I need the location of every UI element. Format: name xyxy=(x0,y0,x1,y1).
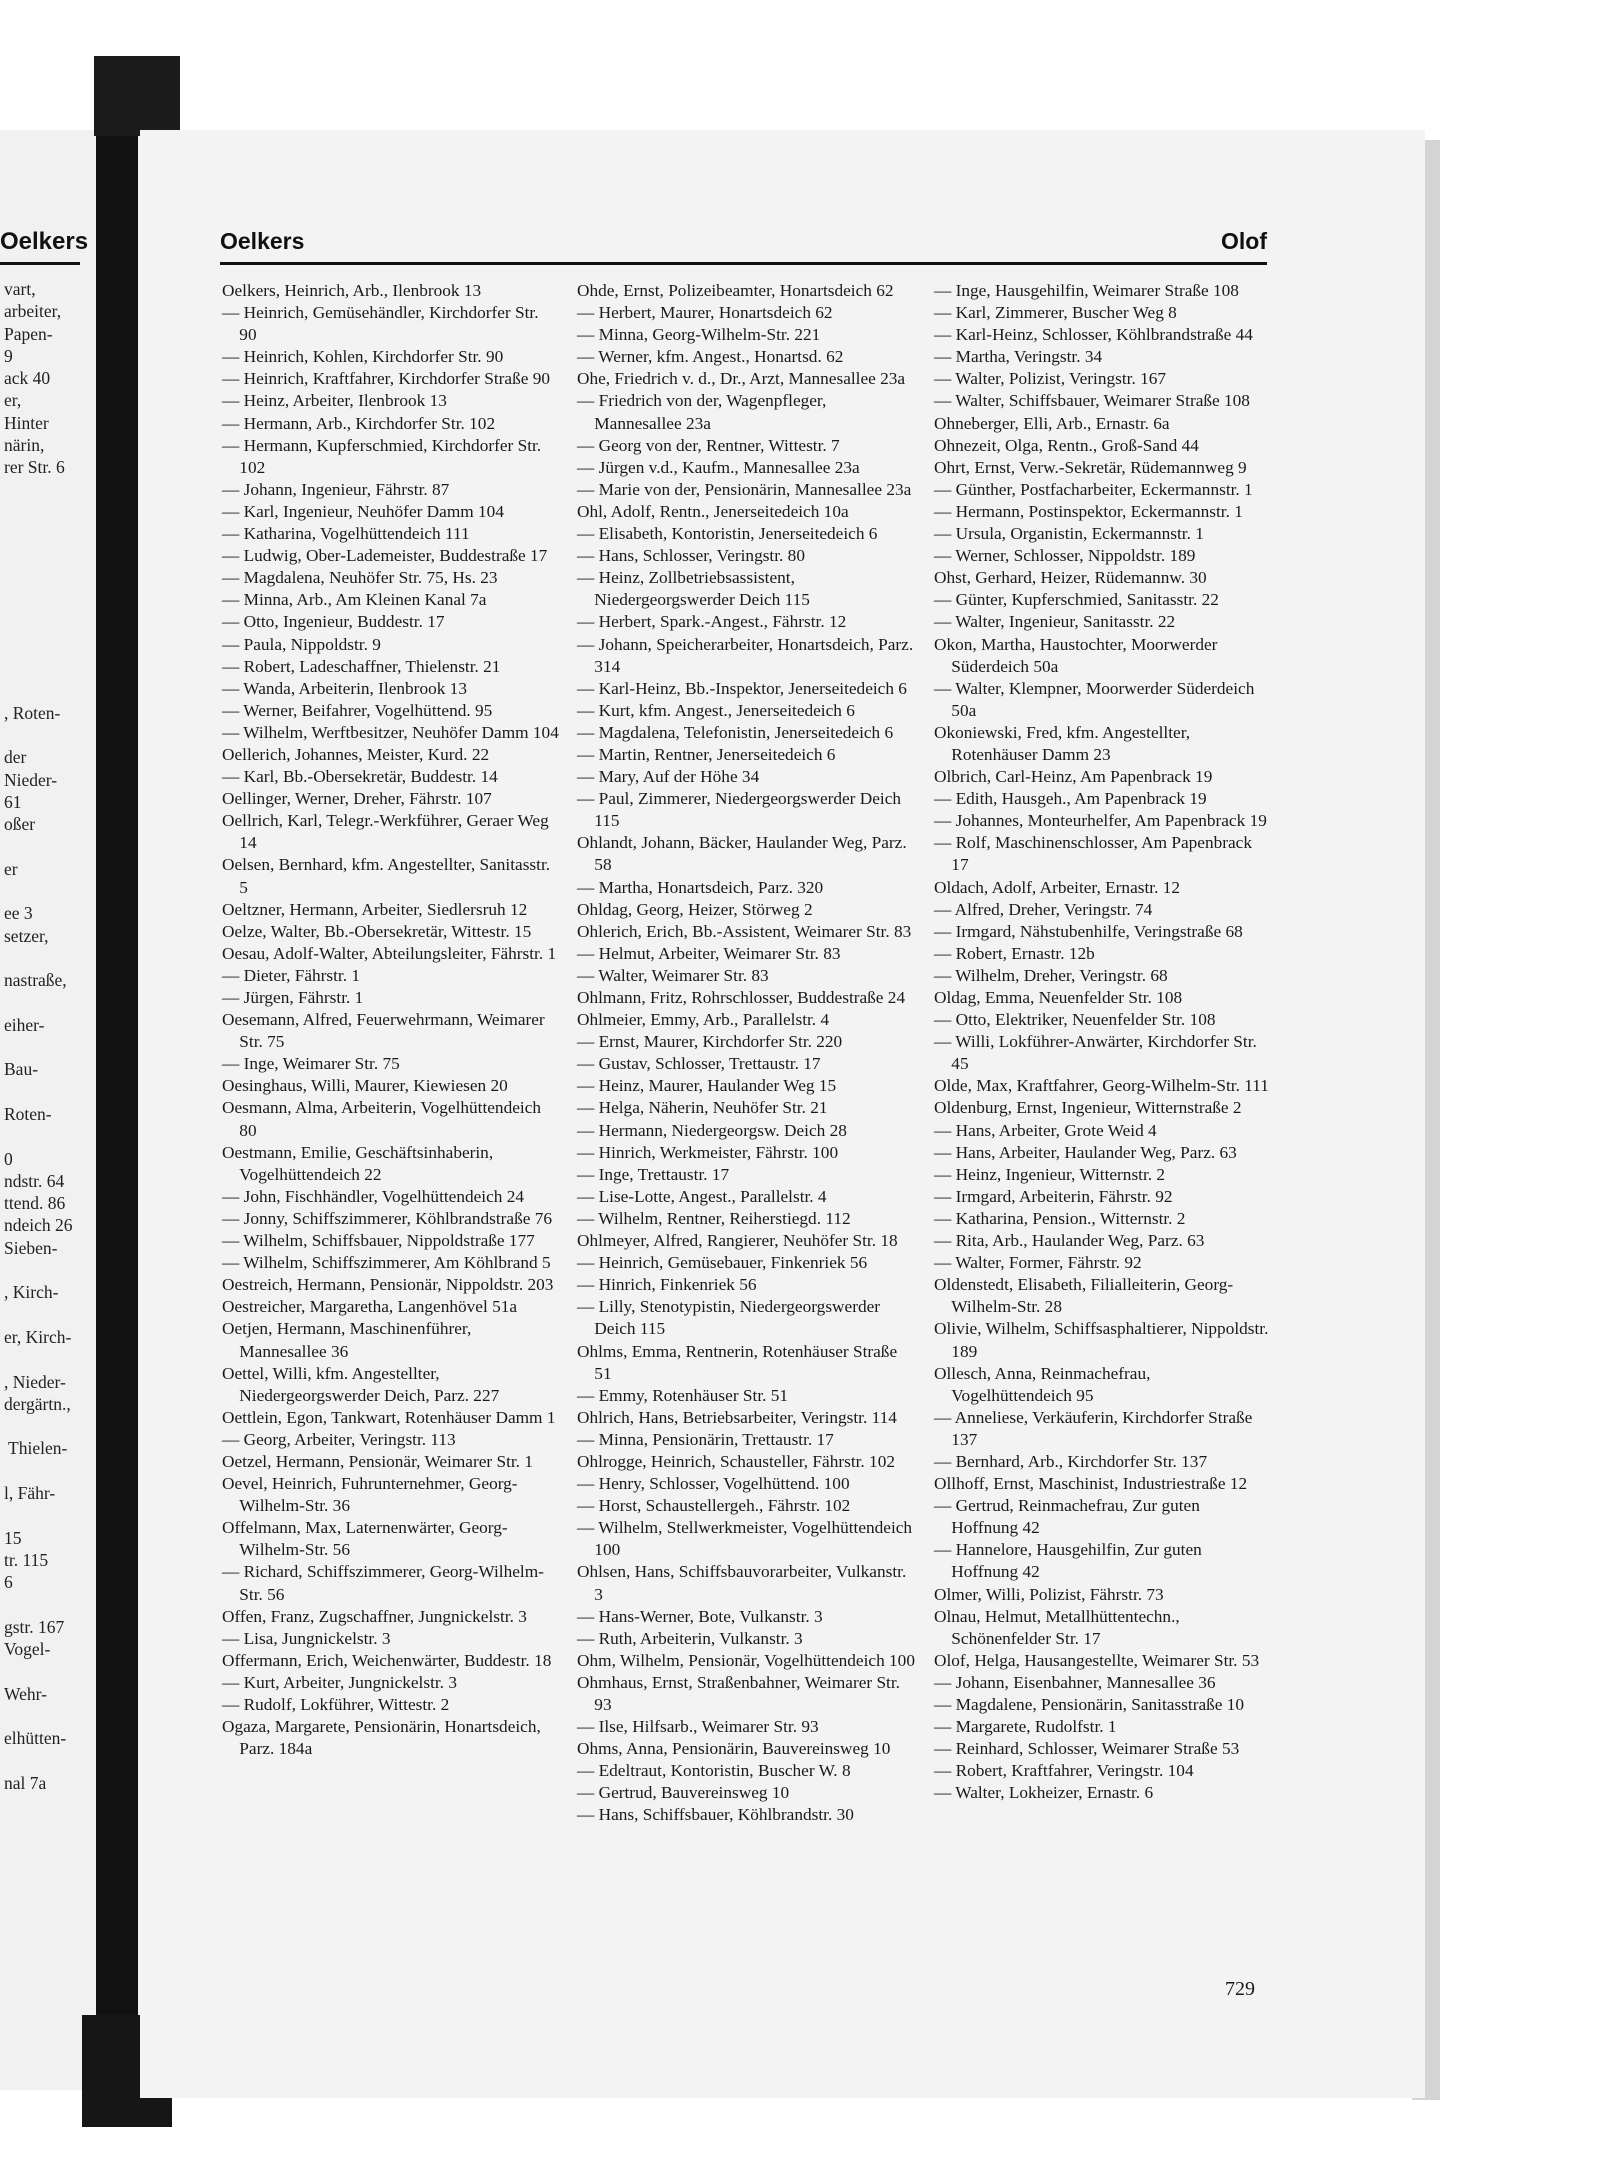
directory-entry: Ohde, Ernst, Polizeibeamter, Honartsdeich 62 xyxy=(577,281,894,300)
directory-entry: — Johann, Ingenieur, Fährstr. 87 xyxy=(222,479,450,499)
directory-entry: — Lilly, Stenotypistin, Niedergeorgswerder Deich 115 xyxy=(577,1297,881,1339)
directory-entry: Oelsen, Bernhard, kfm. Angestellter, Sanitasstr. 5 xyxy=(222,855,551,897)
left-page-line: Wehr- xyxy=(4,1683,47,1704)
directory-entry: Ohldag, Georg, Heizer, Störweg 2 xyxy=(577,899,813,919)
left-page-line xyxy=(4,590,73,612)
directory-entry: Oetzel, Hermann, Pensionär, Weimarer Str. 1 xyxy=(222,1451,533,1471)
directory-entry: — Robert, Ladeschaffner, Thielenstr. 21 xyxy=(222,656,501,676)
left-page-line: er, Kirch- xyxy=(4,1326,72,1347)
directory-entry: — Magdalene, Pensionärin, Sanitasstraße 10 xyxy=(934,1695,1245,1714)
directory-entry: — Wilhelm, Dreher, Veringstr. 68 xyxy=(934,965,1168,985)
directory-entry: Okoniewski, Fred, kfm. Angestellter, Rotenhäuser Damm 23 xyxy=(934,722,1191,764)
left-page-line: 15 xyxy=(4,1527,22,1548)
directory-entry: — Helga, Näherin, Neuhöfer Str. 21 xyxy=(577,1098,828,1118)
directory-entry: — Herbert, Spark.-Angest., Fährstr. 12 xyxy=(577,612,847,632)
left-page-line: Thielen- xyxy=(4,1438,68,1459)
directory-entry: Oestreicher, Margaretha, Langenhövel 51a xyxy=(222,1297,518,1317)
book-binding xyxy=(96,60,138,2120)
directory-entry: Oestreich, Hermann, Pensionär, Nippoldstr. 203 xyxy=(222,1275,554,1295)
left-page-line: dergärtn., xyxy=(4,1393,71,1414)
directory-entry: Oldach, Adolf, Arbeiter, Ernastr. 12 xyxy=(934,877,1180,897)
left-running-head: Oelkers xyxy=(0,228,89,255)
directory-entry: — Gertrud, Bauvereinsweg 10 xyxy=(577,1783,790,1803)
directory-entry: — Karl, Zimmerer, Buscher Weg 8 xyxy=(934,303,1177,323)
directory-entry: — Hinrich, Finkenriek 56 xyxy=(577,1275,757,1295)
left-page-line xyxy=(4,568,73,590)
directory-entry: — Henry, Schlosser, Vogelhüttend. 100 xyxy=(577,1474,850,1494)
directory-entry: — Otto, Elektriker, Neuenfelder Str. 108 xyxy=(934,1010,1216,1030)
directory-entry: — Heinrich, Kraftfahrer, Kirchdorfer Straße 90 xyxy=(222,369,550,389)
directory-entry: — Heinz, Arbeiter, Ilenbrook 13 xyxy=(222,391,447,411)
directory-entry: — Anneliese, Verkäuferin, Kirchdorfer Straße 137 xyxy=(934,1407,1253,1449)
directory-entry: — Elisabeth, Kontoristin, Jenerseitedeich 6 xyxy=(577,524,878,544)
directory-entry: — Lise-Lotte, Angest., Parallelstr. 4 xyxy=(577,1186,827,1206)
directory-entry: — Inge, Hausgehilfin, Weimarer Straße 108 xyxy=(934,281,1239,300)
directory-entry: — Martha, Veringstr. 34 xyxy=(934,347,1103,367)
directory-entry: — Lisa, Jungnickelstr. 3 xyxy=(222,1628,391,1648)
directory-entry: — Margarete, Rudolfstr. 1 xyxy=(934,1717,1117,1737)
directory-entry: — Walter, Lokheizer, Ernastr. 6 xyxy=(934,1783,1154,1803)
directory-entry: Oetjen, Hermann, Maschinenführer, Mannesallee 36 xyxy=(222,1319,472,1361)
directory-entry: — Herbert, Maurer, Honartsdeich 62 xyxy=(577,303,833,323)
left-page-line xyxy=(4,1660,73,1682)
left-page-line xyxy=(4,947,73,969)
left-page-line: Sieben- xyxy=(4,1237,58,1258)
page-header xyxy=(220,228,1267,266)
directory-entry: — Alfred, Dreher, Veringstr. 74 xyxy=(934,899,1153,919)
left-page-line: arbeiter, xyxy=(4,301,62,322)
left-page-line: , Nieder- xyxy=(4,1371,66,1392)
left-header-rule xyxy=(0,262,80,265)
directory-entry: — Willi, Lokführer-Anwärter, Kirchdorfer Str. 45 xyxy=(934,1032,1257,1074)
left-page-line xyxy=(4,1081,73,1103)
directory-entry: — Karl, Bb.-Obersekretär, Buddestr. 14 xyxy=(222,767,498,787)
directory-entry: Oevel, Heinrich, Fuhrunternehmer, Georg-Wilhelm-Str. 36 xyxy=(222,1474,518,1516)
left-page-line xyxy=(4,1594,73,1616)
left-page-line: Bau- xyxy=(4,1059,39,1080)
left-page-line xyxy=(4,835,73,857)
directory-entry: Ohlmeyer, Alfred, Rangierer, Neuhöfer Str. 18 xyxy=(577,1231,898,1251)
directory-entry: — Edith, Hausgeh., Am Papenbrack 19 xyxy=(934,789,1207,809)
directory-entry: — Wilhelm, Stellwerkmeister, Vogelhüttendeich 100 xyxy=(577,1518,913,1560)
directory-entry: — Ilse, Hilfsarb., Weimarer Str. 93 xyxy=(577,1717,819,1737)
directory-entry: — Jonny, Schiffszimmerer, Köhlbrandstraße 76 xyxy=(222,1208,552,1228)
directory-entry: — Kurt, Arbeiter, Jungnickelstr. 3 xyxy=(222,1672,457,1692)
directory-entry: — Walter, Ingenieur, Sanitasstr. 22 xyxy=(934,612,1176,632)
left-page-line: tr. 115 xyxy=(4,1549,49,1570)
directory-entry: — Wilhelm, Schiffsbauer, Nippoldstraße 177 xyxy=(222,1231,535,1251)
directory-entry: — Horst, Schaustellergeh., Fährstr. 102 xyxy=(577,1496,851,1516)
directory-entry: — Hannelore, Hausgehilfin, Zur guten Hoffnung 42 xyxy=(934,1540,1202,1582)
directory-entry: Oesinghaus, Willi, Maurer, Kiewiesen 20 xyxy=(222,1076,508,1096)
directory-entry: — Walter, Klempner, Moorwerder Süderdeich 50a xyxy=(934,678,1255,720)
left-page-line xyxy=(4,1036,73,1058)
directory-entry: — Katharina, Vogelhüttendeich 111 xyxy=(222,524,470,544)
directory-entry: Oellinger, Werner, Dreher, Fährstr. 107 xyxy=(222,789,492,809)
directory-entry: Ollesch, Anna, Reinmachefrau, Vogelhüttendeich 95 xyxy=(934,1363,1151,1405)
directory-entry: — Karl-Heinz, Schlosser, Köhlbrandstraße 44 xyxy=(934,325,1253,345)
directory-entry: Olde, Max, Kraftfahrer, Georg-Wilhelm-Str. 111 xyxy=(934,1076,1269,1096)
left-page-line: setzer, xyxy=(4,925,49,946)
directory-entry: Offen, Franz, Zugschaffner, Jungnickelstr. 3 xyxy=(222,1606,527,1626)
directory-entry: Ohlmeier, Emmy, Arb., Parallelstr. 4 xyxy=(577,1010,830,1030)
directory-entry: — Ursula, Organistin, Eckermannstr. 1 xyxy=(934,524,1204,544)
directory-entry: — Irmgard, Nähstubenhilfe, Veringstraße 68 xyxy=(934,921,1243,941)
left-page-line xyxy=(4,546,73,568)
left-page-text xyxy=(4,278,73,1794)
directory-entry: Ohlrich, Hans, Betriebsarbeiter, Veringstr. 114 xyxy=(577,1407,897,1427)
directory-entry: — Jürgen, Fährstr. 1 xyxy=(222,988,364,1007)
left-page-line xyxy=(4,1750,73,1772)
left-page-line xyxy=(4,679,73,701)
directory-entry: — Kurt, kfm. Angest., Jenerseitedeich 6 xyxy=(577,700,855,720)
left-page-line xyxy=(4,479,73,501)
left-page-line: , Roten- xyxy=(4,702,61,723)
directory-entry: Offelmann, Max, Laternenwärter, Georg-Wilhelm-Str. 56 xyxy=(222,1518,508,1560)
directory-entry: — Heinz, Maurer, Haulander Weg 15 xyxy=(577,1076,837,1096)
directory-entry: Ohst, Gerhard, Heizer, Rüdemannw. 30 xyxy=(934,568,1207,588)
directory-page xyxy=(140,130,1425,2098)
directory-entry: Olmer, Willi, Polizist, Fährstr. 73 xyxy=(934,1584,1164,1604)
directory-entry: — Walter, Schiffsbauer, Weimarer Straße 108 xyxy=(934,391,1250,411)
left-page-line: , Kirch- xyxy=(4,1282,59,1303)
directory-entry: — Bernhard, Arb., Kirchdorfer Str. 137 xyxy=(934,1451,1208,1471)
directory-entry: — Wilhelm, Rentner, Reiherstiegd. 112 xyxy=(577,1208,851,1228)
directory-entry: — Hans, Schiffsbauer, Köhlbrandstr. 30 xyxy=(577,1805,854,1825)
left-page-line: der xyxy=(4,747,27,768)
directory-entry: — Heinrich, Gemüsebauer, Finkenriek 56 xyxy=(577,1253,868,1273)
directory-entry: Ohneberger, Elli, Arb., Ernastr. 6a xyxy=(934,413,1170,433)
directory-entry: — Werner, Schlosser, Nippoldstr. 189 xyxy=(934,546,1196,566)
directory-entry: — Rudolf, Lokführer, Wittestr. 2 xyxy=(222,1695,450,1714)
directory-entry: — Walter, Polizist, Veringstr. 167 xyxy=(934,369,1167,389)
left-page-line: 0 xyxy=(4,1148,13,1169)
left-page-line: 9 xyxy=(4,345,13,366)
directory-entry: — Martha, Honartsdeich, Parz. 320 xyxy=(577,877,824,897)
directory-entry: — Heinrich, Kohlen, Kirchdorfer Str. 90 xyxy=(222,347,504,367)
directory-entry: Ohlms, Emma, Rentnerin, Rotenhäuser Straße 51 xyxy=(577,1341,898,1383)
left-page-line: 61 xyxy=(4,791,22,812)
directory-entry: — Hans, Arbeiter, Haulander Weg, Parz. 63 xyxy=(934,1142,1237,1162)
directory-entry: Ohms, Anna, Pensionärin, Bauvereinsweg 10 xyxy=(577,1739,891,1759)
left-page-line: l, Fähr- xyxy=(4,1483,56,1504)
directory-entry: Oellrich, Karl, Telegr.-Werkführer, Geraer Weg 14 xyxy=(222,811,549,853)
left-page-line xyxy=(4,635,73,657)
directory-entry: — Wilhelm, Schiffszimmerer, Am Köhlbrand 5 xyxy=(222,1253,551,1273)
left-page-line xyxy=(4,1348,73,1370)
directory-entry: — Wanda, Arbeiterin, Ilenbrook 13 xyxy=(222,678,467,698)
left-page-line: Papen- xyxy=(4,323,53,344)
directory-entry: — Hans-Werner, Bote, Vulkanstr. 3 xyxy=(577,1606,823,1626)
directory-entry: — Hermann, Postinspektor, Eckermannstr. 1 xyxy=(934,501,1243,521)
directory-entry: — Rita, Arb., Haulander Weg, Parz. 63 xyxy=(934,1231,1205,1251)
directory-entry: — Jürgen v.d., Kaufm., Mannesallee 23a xyxy=(577,457,860,477)
binding-shadow-top xyxy=(94,56,180,136)
directory-entry: — Emmy, Rotenhäuser Str. 51 xyxy=(577,1385,789,1405)
directory-entry: Ollhoff, Ernst, Maschinist, Industriestraße 12 xyxy=(934,1474,1248,1494)
left-page-line xyxy=(4,1460,73,1482)
left-page-line: ndeich 26 xyxy=(4,1215,73,1236)
directory-entry: — Mary, Auf der Höhe 34 xyxy=(577,767,760,787)
directory-entry: — Ludwig, Ober-Lademeister, Buddestraße 17 xyxy=(222,546,548,566)
left-page-line: eiher- xyxy=(4,1014,45,1035)
directory-entry: — Walter, Weimarer Str. 83 xyxy=(577,965,769,985)
page-number: 729 xyxy=(1225,1978,1255,2000)
directory-entry: — Gustav, Schlosser, Trettaustr. 17 xyxy=(577,1054,821,1074)
directory-entry: Olnau, Helmut, Metallhüttentechn., Schönenfelder Str. 17 xyxy=(934,1606,1180,1648)
directory-entry: Ohlmann, Fritz, Rohrschlosser, Buddestraße 24 xyxy=(577,988,906,1007)
directory-entry: Oldenstedt, Elisabeth, Filialleiterin, Georg-Wilhelm-Str. 28 xyxy=(934,1275,1234,1317)
directory-entry: Olbrich, Carl-Heinz, Am Papenbrack 19 xyxy=(934,767,1213,787)
left-page-line xyxy=(4,1705,73,1727)
directory-entry: — Heinz, Zollbetriebsassistent, Niedergeorgswerder Deich 115 xyxy=(577,568,810,610)
directory-entry: Oelkers, Heinrich, Arb., Ilenbrook 13 xyxy=(222,281,482,300)
left-page-line xyxy=(4,880,73,902)
directory-entry: — Karl, Ingenieur, Neuhöfer Damm 104 xyxy=(222,501,504,521)
left-page-line: er, xyxy=(4,390,22,411)
directory-entry: — Edeltraut, Kontoristin, Buscher W. 8 xyxy=(577,1761,851,1781)
directory-entry: Ohe, Friedrich v. d., Dr., Arzt, Mannesallee 23a xyxy=(577,369,906,389)
column-3 xyxy=(934,280,1270,1804)
directory-entry: — Katharina, Pension., Witternstr. 2 xyxy=(934,1208,1186,1228)
left-page-line: Roten- xyxy=(4,1103,52,1124)
directory-entry: — Dieter, Fährstr. 1 xyxy=(222,965,361,985)
left-page-line: 6 xyxy=(4,1572,13,1593)
left-page-line: ee 3 xyxy=(4,903,33,924)
directory-entry: — Hans, Arbeiter, Grote Weid 4 xyxy=(934,1120,1157,1140)
directory-entry: Okon, Martha, Haustochter, Moorwerder Süderdeich 50a xyxy=(934,634,1218,676)
directory-entry: — Hermann, Arb., Kirchdorfer Str. 102 xyxy=(222,413,496,433)
directory-entry: — Wilhelm, Werftbesitzer, Neuhöfer Damm 104 xyxy=(222,722,559,742)
left-page-line: ttend. 86 xyxy=(4,1193,66,1214)
left-page-line xyxy=(4,501,73,523)
left-page-line: nastraße, xyxy=(4,970,67,991)
left-page-line xyxy=(4,1415,73,1437)
left-page-line: närin, xyxy=(4,435,45,456)
directory-entry: — Richard, Schiffszimmerer, Georg-Wilhelm-Str. 56 xyxy=(222,1562,544,1604)
left-page-line xyxy=(4,1504,73,1526)
directory-entry: Offermann, Erich, Weichenwärter, Buddestr. 18 xyxy=(222,1650,552,1670)
directory-entry: — Helmut, Arbeiter, Weimarer Str. 83 xyxy=(577,943,841,963)
directory-entry: Oelze, Walter, Bb.-Obersekretär, Wittestr. 15 xyxy=(222,921,532,941)
directory-entry: — Inge, Trettaustr. 17 xyxy=(577,1164,730,1184)
directory-entry: Ohmhaus, Ernst, Straßenbahner, Weimarer Str. 93 xyxy=(577,1672,900,1714)
running-head-right: Olof xyxy=(1221,228,1267,254)
directory-entry: — Paula, Nippoldstr. 9 xyxy=(222,634,381,654)
directory-entry: Oeltzner, Hermann, Arbeiter, Siedlersruh 12 xyxy=(222,899,528,919)
column-2 xyxy=(577,280,915,1827)
directory-entry: Oettlein, Egon, Tankwart, Rotenhäuser Damm 1 xyxy=(222,1407,556,1427)
left-page-line: Nieder- xyxy=(4,769,58,790)
directory-entry: Oesau, Adolf-Walter, Abteilungsleiter, Fährstr. 1 xyxy=(222,943,557,963)
directory-entry: — Robert, Kraftfahrer, Veringstr. 104 xyxy=(934,1761,1194,1781)
directory-entry: Oldag, Emma, Neuenfelder Str. 108 xyxy=(934,988,1183,1007)
directory-entry: — Georg von der, Rentner, Wittestr. 7 xyxy=(577,435,840,455)
left-page-line xyxy=(4,657,73,679)
directory-entry: Ohrt, Ernst, Verw.-Sekretär, Rüdemannweg 9 xyxy=(934,457,1247,477)
directory-entry: — Ernst, Maurer, Kirchdorfer Str. 220 xyxy=(577,1032,843,1052)
directory-entry: — Hermann, Kupferschmied, Kirchdorfer Str. 102 xyxy=(222,435,542,477)
directory-entry: — Magdalena, Neuhöfer Str. 75, Hs. 23 xyxy=(222,568,498,588)
left-page-line xyxy=(4,1259,73,1281)
left-page-line: Vogel- xyxy=(4,1639,51,1660)
left-page-line xyxy=(4,992,73,1014)
left-page-line xyxy=(4,612,73,634)
directory-entry: Ohlerich, Erich, Bb.-Assistent, Weimarer Str. 83 xyxy=(577,921,912,941)
directory-entry: Oldenburg, Ernst, Ingenieur, Witternstraße 2 xyxy=(934,1098,1242,1118)
directory-entry: — Heinz, Ingenieur, Witternstr. 2 xyxy=(934,1164,1166,1184)
left-page-line: vart, xyxy=(4,279,36,299)
directory-entry: — Gertrud, Reinmachefrau, Zur guten Hoffnung 42 xyxy=(934,1496,1200,1538)
left-page-line: oßer xyxy=(4,814,36,835)
left-page-line: rer Str. 6 xyxy=(4,457,65,478)
directory-entry: Ohlsen, Hans, Schiffsbauvorarbeiter, Vulkanstr. 3 xyxy=(577,1562,907,1604)
directory-entry: Ohm, Wilhelm, Pensionär, Vogelhüttendeich 100 xyxy=(577,1650,915,1670)
left-page-line: Hinter xyxy=(4,412,49,433)
directory-entry: — Minna, Pensionärin, Trettaustr. 17 xyxy=(577,1429,834,1449)
directory-entry: — Hans, Schlosser, Veringstr. 80 xyxy=(577,546,805,566)
directory-entry: Oellerich, Johannes, Meister, Kurd. 22 xyxy=(222,744,490,764)
directory-entry: Ohnezeit, Olga, Rentn., Groß-Sand 44 xyxy=(934,435,1199,455)
directory-entry: Oesemann, Alfred, Feuerwehrmann, Weimarer Str. 75 xyxy=(222,1010,545,1052)
left-page-line xyxy=(4,724,73,746)
directory-entry: Oettel, Willi, kfm. Angestellter, Niedergeorgswerder Deich, Parz. 227 xyxy=(222,1363,500,1405)
directory-entry: — Johannes, Monteurhelfer, Am Papenbrack 19 xyxy=(934,811,1267,831)
directory-entry: — Martin, Rentner, Jenerseitedeich 6 xyxy=(577,744,836,764)
directory-entry: — Reinhard, Schlosser, Weimarer Straße 53 xyxy=(934,1739,1240,1759)
directory-entry: — Karl-Heinz, Bb.-Inspektor, Jenerseitedeich 6 xyxy=(577,678,907,698)
directory-entry: Olivie, Wilhelm, Schiffsasphaltierer, Nippoldstr. 189 xyxy=(934,1319,1269,1361)
directory-entry: — Walter, Former, Fährstr. 92 xyxy=(934,1253,1142,1273)
directory-entry: Oestmann, Emilie, Geschäftsinhaberin, Vogelhüttendeich 22 xyxy=(222,1142,494,1184)
directory-entry: — Günter, Kupferschmied, Sanitasstr. 22 xyxy=(934,590,1219,610)
left-page-line: nal 7a xyxy=(4,1772,47,1793)
left-page-line: gstr. 167 xyxy=(4,1616,65,1637)
directory-entry: — Inge, Weimarer Str. 75 xyxy=(222,1054,400,1074)
directory-entry: — Ruth, Arbeiterin, Vulkanstr. 3 xyxy=(577,1628,803,1648)
directory-entry: — Friedrich von der, Wagenpfleger, Mannesallee 23a xyxy=(577,391,827,433)
directory-entry: — Werner, kfm. Angest., Honartsd. 62 xyxy=(577,347,844,367)
left-page-line: elhütten- xyxy=(4,1728,67,1749)
directory-entry: — Marie von der, Pensionärin, Mannesallee 23a xyxy=(577,479,912,499)
directory-entry: — Magdalena, Telefonistin, Jenerseitedeich 6 xyxy=(577,722,894,742)
column-1 xyxy=(222,280,560,1760)
running-head-left: Oelkers xyxy=(220,228,305,254)
directory-entry: — Georg, Arbeiter, Veringstr. 113 xyxy=(222,1429,456,1449)
directory-entry: — Rolf, Maschinenschlosser, Am Papenbrack 17 xyxy=(934,833,1252,875)
directory-entry: Oesmann, Alma, Arbeiterin, Vogelhüttendeich 80 xyxy=(222,1098,542,1140)
directory-entry: — Johann, Speicherarbeiter, Honartsdeich, Parz. 314 xyxy=(577,634,914,676)
directory-entry: Ohlrogge, Heinrich, Schausteller, Fährstr. 102 xyxy=(577,1451,895,1471)
directory-entry: — Hinrich, Werkmeister, Fährstr. 100 xyxy=(577,1142,839,1162)
directory-entry: — Paul, Zimmerer, Niedergeorgswerder Deich 115 xyxy=(577,789,902,831)
directory-entry: — John, Fischhändler, Vogelhüttendeich 24 xyxy=(222,1186,525,1206)
left-page-line xyxy=(4,523,73,545)
left-page-line xyxy=(4,1125,73,1147)
directory-entry: — Heinrich, Gemüsehändler, Kirchdorfer Str. 90 xyxy=(222,303,539,345)
directory-entry: — Hermann, Niedergeorgsw. Deich 28 xyxy=(577,1120,847,1140)
left-page-line: ack 40 xyxy=(4,368,51,389)
directory-entry: — Johann, Eisenbahner, Mannesallee 36 xyxy=(934,1672,1216,1692)
directory-entry: — Günther, Postfacharbeiter, Eckermannstr. 1 xyxy=(934,479,1253,499)
directory-entry: Olof, Helga, Hausangestellte, Weimarer Str. 53 xyxy=(934,1650,1260,1670)
directory-entry: — Irmgard, Arbeiterin, Fährstr. 92 xyxy=(934,1186,1173,1206)
directory-entry: — Werner, Beifahrer, Vogelhüttend. 95 xyxy=(222,700,493,720)
left-page-line xyxy=(4,1304,73,1326)
directory-entry: Ohlandt, Johann, Bäcker, Haulander Weg, Parz. 58 xyxy=(577,833,907,875)
directory-entry: Ogaza, Margarete, Pensionärin, Honartsdeich, Parz. 184a xyxy=(222,1717,541,1759)
directory-entry: — Otto, Ingenieur, Buddestr. 17 xyxy=(222,612,445,632)
header-rule xyxy=(220,262,1267,265)
directory-entry: — Robert, Ernastr. 12b xyxy=(934,943,1095,963)
left-page-line: er xyxy=(4,858,18,879)
directory-entry: — Minna, Arb., Am Kleinen Kanal 7a xyxy=(222,590,487,610)
directory-entry: — Minna, Georg-Wilhelm-Str. 221 xyxy=(577,325,821,345)
left-page-line: ndstr. 64 xyxy=(4,1170,65,1191)
directory-entry: Ohl, Adolf, Rentn., Jenerseitedeich 10a xyxy=(577,501,849,521)
